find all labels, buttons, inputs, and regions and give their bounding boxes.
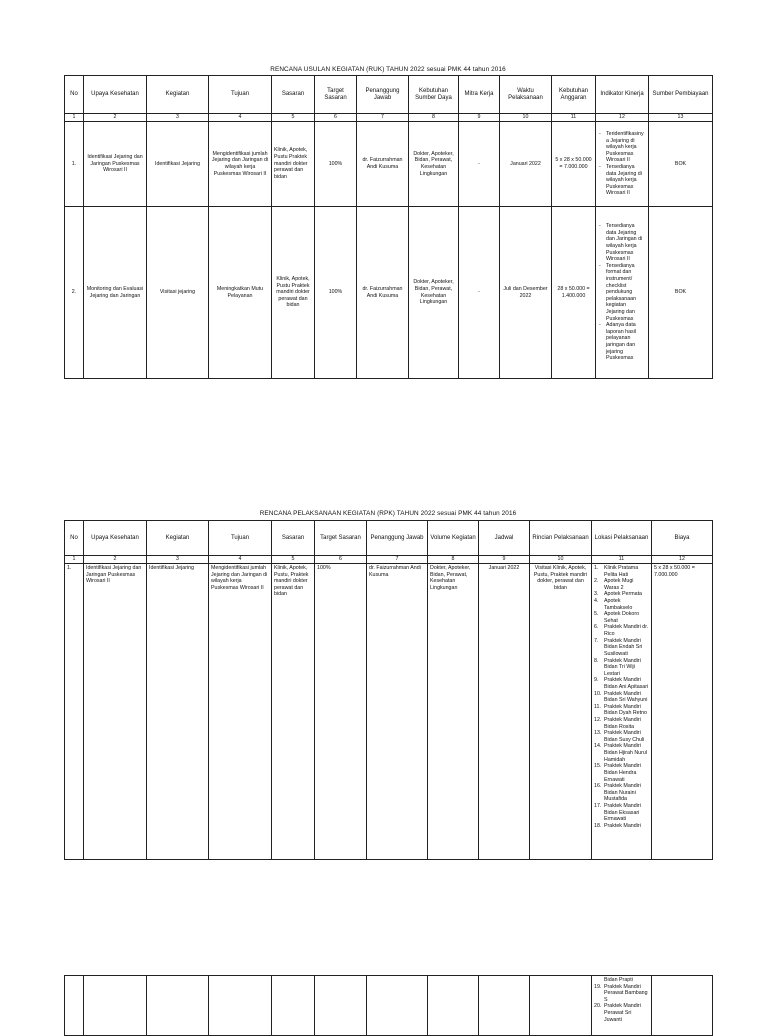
indikator-list [598, 131, 646, 197]
rpk-header: Sasaran [272, 521, 315, 556]
empty-cell [479, 976, 530, 1036]
lokasi-list [594, 977, 649, 1023]
list-item [594, 624, 649, 637]
ruk-table [64, 75, 713, 379]
rpk-header: Biaya [652, 521, 713, 556]
list-item [594, 730, 649, 743]
list-item-text: Praktek Mandiri Bidan Hendra Ernawati [604, 763, 641, 783]
list-item-number: 14. [594, 743, 602, 750]
list-item-number: 4. [594, 598, 599, 605]
list-item-number: 8. [594, 657, 599, 664]
column-number: 5 [272, 556, 315, 564]
column-number: 2 [84, 114, 147, 122]
list-item-number: 5. [594, 611, 599, 618]
ruk-header: Penanggung Jawab [357, 76, 409, 114]
list-item: - Teridentifikasinya Jejaring di wilayah kerja Puskesmas Wirosari II [598, 131, 646, 164]
list-item-text: Praktek Mandiri Bidan Rosita [604, 717, 641, 730]
rpk-header: Target Sasaran [315, 521, 367, 556]
empty-cell [428, 976, 479, 1036]
rpk-header: Penanggung Jawab [367, 521, 428, 556]
table-row [65, 976, 713, 1036]
column-number: 4 [209, 114, 272, 122]
ruk-header: Sumber Pembiayaan [649, 76, 713, 114]
rpk-number-row [65, 556, 713, 564]
list-item: - Tersedianya data Jejaring di wilayah kerja Puskesmas Wirosari II [598, 164, 646, 197]
column-number: 2 [84, 556, 147, 564]
list-item [594, 565, 649, 578]
list-item [594, 598, 649, 611]
column-number: 11 [552, 114, 596, 122]
kegiatan-cell: Identifikasi Jejaring [147, 122, 209, 207]
list-item [594, 658, 649, 678]
list-item-number: 1. [594, 565, 599, 571]
empty-cell [272, 976, 315, 1036]
list-item-text: Praktek Mandiri Bidan Sri Wahyuni [604, 690, 648, 704]
list-item-text: Apotek Mugi Waras 2 [604, 578, 634, 591]
ruk-header: No [65, 76, 84, 114]
list-item [594, 704, 649, 717]
rpk-continuation-table [64, 975, 713, 1036]
ruk-header-row [65, 76, 713, 114]
lokasi-cell [592, 976, 652, 1036]
sasaran-cell: Klinik, Apotek, Pustu, Praktek mandiri dokter perawat dan bidan [272, 564, 315, 860]
list-item-text: Praktek Mandiri [604, 822, 641, 829]
list-item [594, 977, 649, 984]
rpk-header: Upaya Kesehatan [84, 521, 147, 556]
rpk-header-row [65, 521, 713, 556]
list-item-number: 20. [594, 1003, 602, 1010]
indikator-list [598, 223, 646, 362]
column-number: 9 [479, 556, 530, 564]
list-item-text: Praktek Mandiri Bidan Hjirah Nurul Hamidah [604, 743, 647, 763]
list-item-number: 7. [594, 637, 599, 644]
rpk-header: Lokasi Pelaksanaan [592, 521, 652, 556]
list-item-text: Praktek Mandiri Bidan Tri Wiji Lestari [604, 657, 641, 677]
list-item-text: Praktek Mandiri Perawat Bambang S [604, 983, 648, 1003]
rpk-header: Tujuan [209, 521, 272, 556]
list-item-number: 17. [594, 802, 602, 809]
table-row [65, 207, 713, 379]
pembiayaan-cell: BOK [649, 207, 713, 379]
empty-cell [147, 976, 209, 1036]
mitra-cell: - [459, 207, 500, 379]
kegiatan-cell: Visitasi jejaring [147, 207, 209, 379]
rpk-table [64, 520, 713, 860]
pj-cell: dr. Faizurrahman Andi Kusuma [357, 122, 409, 207]
tujuan-cell: Mengidentifikasi jumlah Jejaring dan Jaringan di wilayah kerja Puskesmas Wirosari II [209, 122, 272, 207]
pj-cell: dr. Faizurrahman Andi Kusuma [367, 564, 428, 860]
empty-cell [530, 976, 592, 1036]
kegiatan-cell: Identifikasi Jejaring [147, 564, 209, 860]
list-item-number: 15. [594, 763, 602, 770]
pj-cell: dr. Faizurrahman Andi Kusuma [357, 207, 409, 379]
row-no: 1. [65, 564, 84, 860]
rpk-header: Rincian Pelaksanaan [530, 521, 592, 556]
row-no: 2. [65, 207, 84, 379]
column-number: 12 [596, 114, 649, 122]
anggaran-cell: 5 x 28 x 50.000 = 7.000.000 [552, 122, 596, 207]
rpk-header: Kegiatan [147, 521, 209, 556]
list-item-number: 9. [594, 677, 599, 684]
list-item-number: 16. [594, 783, 602, 790]
list-item-text: Klinik Pratama Pelita Hati [604, 565, 639, 578]
list-item-text: Apotek Tambakselo [604, 598, 633, 611]
anggaran-cell: 28 x 50.000 = 1.400.000 [552, 207, 596, 379]
sumber-daya-cell: Dokter, Apoteker, Bidan, Perawat, Kesehatan Lingkungan [409, 122, 459, 207]
rpk-header: Jadwal [479, 521, 530, 556]
list-item-text: Praktek Mandiri Perawat Sri Juwanti [604, 1003, 641, 1023]
list-item-number: 2. [594, 578, 599, 585]
empty-cell [652, 976, 713, 1036]
lokasi-list [594, 565, 649, 829]
column-number: 8 [409, 114, 459, 122]
ruk-header: Indikator Kinerja [596, 76, 649, 114]
list-item [594, 984, 649, 1004]
rpk-title: RENCANA PELAKSANAAN KEGIATAN (RPK) TAHUN 2022 sesuai PMK 44 tahun 2016 [259, 510, 517, 517]
list-item [594, 578, 649, 591]
column-number: 10 [500, 114, 552, 122]
sasaran-cell: Klinik, Apotek, Pustu Praktek mandiri dokter perawat dan bidan [272, 207, 315, 379]
upaya-cell: Identifikasi Jejaring dan Jaringan Puskesmas Wirosari II [84, 564, 147, 860]
list-item [594, 591, 649, 598]
pembiayaan-cell: BOK [649, 122, 713, 207]
row-no: 1. [65, 122, 84, 207]
volume-cell: Dokter, Apoteker, Bidan, Perawat, Kesehatan Lingkungan [428, 564, 479, 860]
list-item-number: 12. [594, 717, 602, 724]
list-item [594, 743, 649, 763]
list-item-number: 19. [594, 983, 602, 990]
upaya-cell: Identifikasi Jejaring dan Jaringan Puskesmas Wirosari II [84, 122, 147, 207]
indikator-cell [596, 207, 649, 379]
ruk-header: Kegiatan [147, 76, 209, 114]
target-cell: 100% [315, 122, 357, 207]
column-number: 6 [315, 556, 367, 564]
list-item-number: 11. [594, 703, 601, 710]
indikator-cell [596, 122, 649, 207]
list-item-number [594, 977, 604, 984]
list-item [594, 611, 649, 624]
list-item-text: Praktek Mandiri Bidan Endah Sri Susilowati [604, 637, 643, 657]
table-row [65, 122, 713, 207]
sasaran-cell: Klinik, Apotek, Pustu Praktek mandiri dokter perawat dan bidan [272, 122, 315, 207]
ruk-header: Kebutuhan Anggaran [552, 76, 596, 114]
ruk-header: Waktu Pelaksanaan [500, 76, 552, 114]
list-item-text: Praktek Mandiri Bidan Eksasari Ermawati [604, 802, 641, 823]
column-number: 12 [652, 556, 713, 564]
ruk-number-row [65, 114, 713, 122]
column-number: 1 [65, 114, 84, 122]
waktu-cell: Januari 2022 [500, 122, 552, 207]
waktu-cell: Juli dan Desember 2022 [500, 207, 552, 379]
empty-cell [367, 976, 428, 1036]
column-number: 4 [209, 556, 272, 564]
empty-cell [209, 976, 272, 1036]
list-item: - Adanya data laporan hasil pelayanan jaringan dan jejaring Puskesmas [598, 322, 646, 362]
ruk-title: RENCANA USULAN KEGIATAN (RUK) TAHUN 2022 sesuai PMK 44 tahun 2016 [270, 66, 506, 73]
list-item-number: 10. [594, 690, 602, 697]
list-item-text: Praktek Mandiri Bidan Dyah Retno [604, 703, 647, 717]
list-item [594, 638, 649, 658]
tujuan-cell: Meningkatkan Mutu Pelayanan [209, 207, 272, 379]
list-item-text: Apotek Permata [604, 591, 642, 598]
list-item-text: Praktek Mandiri Bidan Nuraini Mustafida [604, 783, 641, 803]
list-item-text: Bidan Prapti [604, 977, 633, 983]
list-item-number: 3. [594, 591, 599, 598]
list-item [594, 823, 649, 830]
list-item-text: Apotek Dokoro Sehat [604, 611, 640, 624]
upaya-cell: Monitoring dan Evaluasi Jejaring dan Jaringan [84, 207, 147, 379]
rpk-header: No [65, 521, 84, 556]
ruk-header: Tujuan [209, 76, 272, 114]
column-number: 7 [367, 556, 428, 564]
ruk-header: Upaya Kesehatan [84, 76, 147, 114]
list-item: - Tersedianya format dan instrument/ checklist pendukung pelaksanaan kegiatan Jejaring dan Puskesmas [598, 263, 646, 322]
tujuan-cell: Mengidentifikasi jumlah Jejaring dan Jaringan di wilayah kerja Puskesmas Wirosari II [209, 564, 272, 860]
empty-cell [84, 976, 147, 1036]
list-item [594, 1003, 649, 1023]
ruk-header: Mitra Kerja [459, 76, 500, 114]
jadwal-cell: Januari 2022 [479, 564, 530, 860]
empty-cell [315, 976, 367, 1036]
rincian-cell: Visitasi Klinik, Apotek, Pustu, Praktek mandiri dokter, perawat dan bidan [530, 564, 592, 860]
list-item-text: Praktek Mandiri Bidan Susy Chuli [604, 730, 645, 743]
column-number: 7 [357, 114, 409, 122]
list-item-text: Praktek Mandiri Bidan Ani Apitasari [604, 677, 649, 690]
list-item-number: 18. [594, 822, 602, 829]
column-number: 9 [459, 114, 500, 122]
column-number: 13 [649, 114, 713, 122]
list-item [594, 677, 649, 690]
column-number: 8 [428, 556, 479, 564]
column-number: 6 [315, 114, 357, 122]
list-item [594, 763, 649, 783]
ruk-header: Sasaran [272, 76, 315, 114]
column-number: 1 [65, 556, 84, 564]
ruk-header: Kebutuhan Sumber Daya [409, 76, 459, 114]
list-item-number: 6. [594, 624, 599, 631]
column-number: 10 [530, 556, 592, 564]
ruk-header: Target Sasaran [315, 76, 357, 114]
list-item-number: 13. [594, 730, 602, 737]
list-item [594, 803, 649, 823]
column-number: 5 [272, 114, 315, 122]
column-number: 3 [147, 114, 209, 122]
list-item: - Tersedianya data Jejaring dan Jaringan di wilayah kerja Puskesmas Wirosari II [598, 223, 646, 263]
sumber-daya-cell: Dokter, Apoteker, Bidan, Perawat, Kesehatan Lingkungan [409, 207, 459, 379]
target-cell: 100% [315, 564, 367, 860]
rpk-header: Volume Kegiatan [428, 521, 479, 556]
mitra-cell: - [459, 122, 500, 207]
target-cell: 100% [315, 207, 357, 379]
list-item [594, 783, 649, 803]
table-row [65, 564, 713, 860]
list-item-text: Praktek Mandiri dr. Rico [604, 624, 649, 638]
lokasi-cell [592, 564, 652, 860]
empty-cell [65, 976, 84, 1036]
column-number: 11 [592, 556, 652, 564]
list-item [594, 691, 649, 704]
list-item [594, 717, 649, 730]
column-number: 3 [147, 556, 209, 564]
biaya-cell: 5 x 28 x 50.000 = 7.000.000 [652, 564, 713, 860]
